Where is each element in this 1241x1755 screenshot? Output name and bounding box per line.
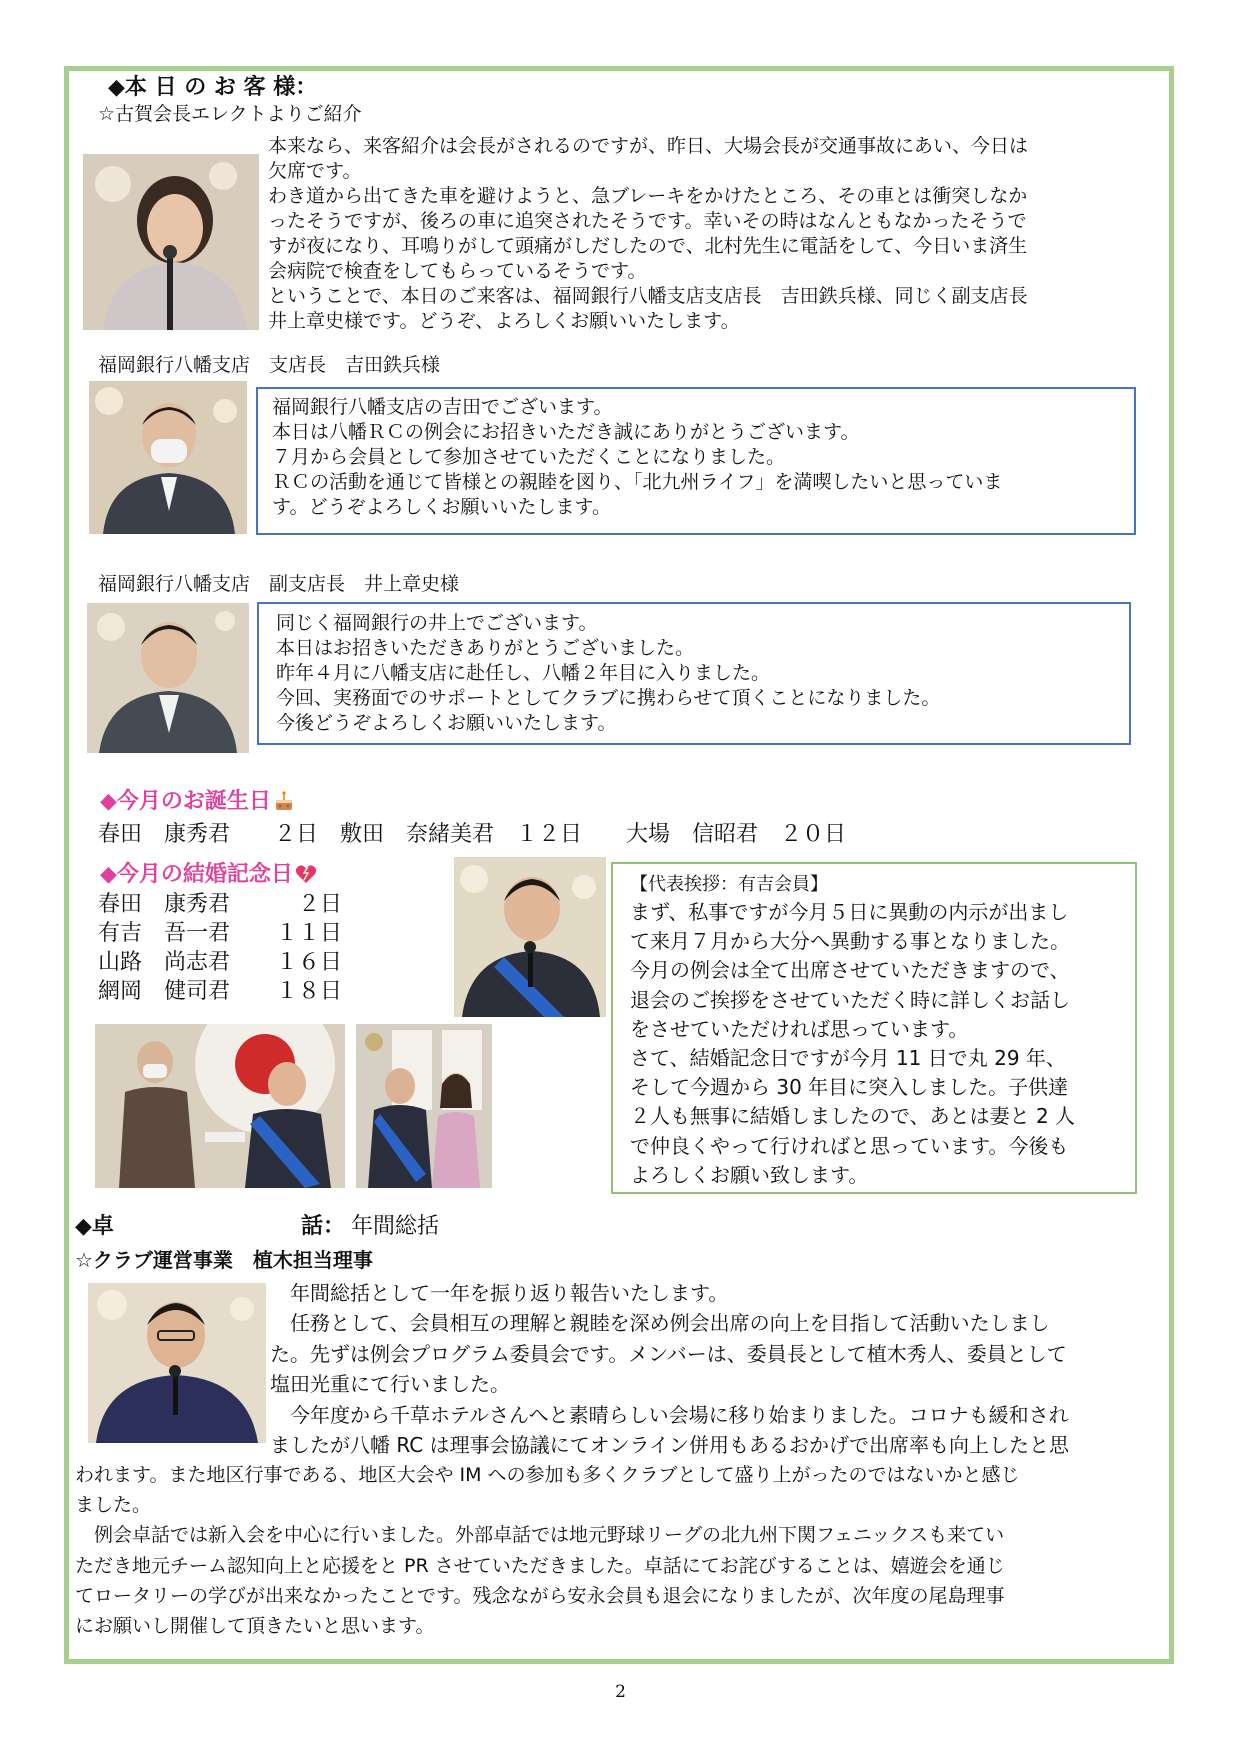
guest2-line: 今後どうぞよろしくお願いいたします。: [276, 712, 617, 734]
photo-ueki: [88, 1283, 266, 1443]
guest1-label: 福岡銀行八幡支店 支店長 吉田鉄兵様: [98, 354, 441, 376]
photo-presentation-2: [356, 1024, 492, 1188]
talk-line: 今年度から千草ホテルさんへと素晴らしい会場に移り始まりました。コロナも緩和され: [270, 1402, 1069, 1427]
talk-line: ましたが八幡 RC は理事会協議にてオンライン併用もあるおかげで出席率も向上したと思: [270, 1433, 1069, 1458]
talk-line: た。先ずは例会プログラム委員会です。メンバーは、委員長として植木秀人、委員として: [270, 1341, 1067, 1366]
talk-line: 任務として、会員相互の理解と親睦を深め例会出席の向上を目指して活動いたしまし: [270, 1311, 1050, 1336]
photo-ariyoshi: [454, 857, 606, 1017]
intro-line: 会病院で検査をしてもらっているそうです。: [268, 260, 647, 282]
intro-line: ということで、本日のご来客は、福岡銀行八幡支店支店長 吉田鉄兵様、同じく副支店長: [268, 285, 1028, 307]
talk-line: ました。: [75, 1494, 152, 1517]
intro-line: 井上章史様です。どうぞ、よろしくお願いいたします。: [268, 310, 740, 332]
intro-paragraph: [268, 134, 1028, 334]
photo-yoshida: [89, 381, 247, 534]
photo-inoue: [87, 603, 249, 753]
greeting-line: 退会のご挨拶をさせていただく時に詳しくお話し: [630, 987, 1070, 1012]
guest2-speech-box: [257, 602, 1131, 745]
guest1-line: ＲＣの活動を通じて皆様との親睦を図り、「北九州ライフ」を満喫したいと思っていま: [272, 471, 1003, 493]
guest1-line: 福岡銀行八幡支店の吉田でございます。: [272, 396, 613, 418]
talk-topic: 年間総括: [351, 1214, 440, 1239]
intro-label: ☆古賀会長エレクトよりご紹介: [98, 103, 362, 125]
birthday-list: 春田 康秀君 ２日 敷田 奈緒美君 １２日 大場 信昭君 ２０日: [98, 822, 847, 847]
talk-line: 塩田光重にて行いました。: [270, 1372, 510, 1397]
talk-line: にお願いし開催して頂きたいと思います。: [75, 1615, 435, 1638]
greeting-line: 今月の例会は全て出席させていただきますので、: [630, 958, 1070, 983]
guest1-line: ７月から会員として参加させていただくことになりました。: [272, 446, 786, 468]
anniversary-row: 網岡 健司君 １８日: [98, 979, 342, 1004]
greeting-line: をさせていただければ思っています。: [630, 1016, 969, 1041]
talk-paragraph-wrapped: [270, 1278, 1069, 1460]
greeting-line: よろしくお願い致します。: [630, 1162, 869, 1187]
greeting-line: そして今週から 30 年目に突入しました。子供達: [630, 1075, 1069, 1100]
anniversary-row: 春田 康秀君 ２日: [98, 892, 342, 917]
guest2-line: 昨年４月に八幡支店に赴任し、八幡２年目に入りました。: [276, 662, 771, 684]
talk-paragraph-full: [75, 1460, 1020, 1641]
greeting-line: まず、私事ですが今月５日に異動の内示が出まし: [630, 900, 1069, 924]
talk-line: ただき地元チーム認知向上と応援をと PR させていただきました。卓話にてお詫びすることは、嬉遊会を通じ: [75, 1554, 1005, 1577]
talk-topic-line: 話： 年間総括: [301, 1214, 440, 1239]
guest2-line: 本日はお招きいただきありがとうございました。: [276, 637, 695, 659]
intro-line: すが夜になり、耳鳴りがして頭痛がしだしたので、北村先生に電話をして、今日いま済生: [268, 235, 1028, 257]
guest2-line: 今回、実務面でのサポートとしてクラブに携わらせて頂くことになりました。: [276, 687, 941, 709]
anniversary-row: 山路 尚志君 １６日: [98, 950, 342, 975]
talk-title: ◆卓: [75, 1214, 114, 1239]
photo-koga: [83, 154, 259, 330]
birthday-title: ◆今月のお誕生日: [100, 787, 295, 821]
page-number: 2: [615, 1682, 626, 1702]
talk-line: 年間総括として一年を振り返り報告いたします。: [270, 1281, 729, 1305]
photo-presentation-1: [95, 1024, 345, 1188]
talk-line: 例会卓話では新入会を中心に行いました。外部卓話では地元野球リーグの北九州下関フェニックスも来てい: [75, 1524, 1005, 1547]
section-title-guests: ◆本 日 の お 客 様：: [108, 75, 318, 100]
anniversary-row: 有吉 吾一君 １１日: [98, 921, 342, 946]
cake-icon: [273, 790, 295, 821]
intro-line: ったそうですが、後ろの車に追突されたそうです。幸いその時はなんともなかったそうで: [268, 210, 1027, 232]
guest1-speech-box: [256, 387, 1136, 535]
talk-speaker: ☆クラブ運営事業 植木担当理事: [75, 1248, 373, 1272]
talk-line: われます。また地区行事である、地区大会や IM への参加も多くクラブとして盛り上がったのではないかと感じ: [75, 1464, 1020, 1486]
intro-line: 本来なら、来客紹介は会長がされるのですが、昨日、大場会長が交通事故にあい、今日は: [268, 135, 1029, 157]
anniversary-list: [98, 890, 342, 1006]
guest1-line: す。どうぞよろしくお願いいたします。: [272, 496, 611, 518]
intro-line: わき道から出てきた車を避けようと、急ブレーキをかけたところ、その車とは衝突しなか: [268, 185, 1028, 207]
greeting-line: て来月７月から大分へ異動する事となりました。: [630, 929, 1070, 954]
guest1-line: 本日は八幡ＲＣの例会にお招きいただき誠にありがとうございます。: [272, 421, 860, 443]
anniversary-title: ◆今月の結婚記念日: [100, 860, 317, 894]
talk-line: てロータリーの学びが出来なかったことです。残念ながら安永会員も退会になりましたが、次年度の尾島理事: [75, 1584, 1005, 1607]
greeting-line: で仲良くやって行ければと思っています。今後も: [630, 1133, 1069, 1158]
guest2-label: 福岡銀行八幡支店 副支店長 井上章史様: [98, 573, 460, 595]
intro-line: 欠席です。: [268, 160, 362, 182]
greeting-line: さて、結婚記念日ですが今月 11 日で丸 29 年、: [630, 1046, 1066, 1071]
greeting-line: ２人も無事に結婚しましたので、あとは妻と 2 人: [630, 1104, 1076, 1129]
greeting-box: [611, 862, 1137, 1194]
greeting-title: 【代表挨拶：有吉会員】: [630, 874, 828, 895]
guest2-line: 同じく福岡銀行の井上でございます。: [276, 612, 598, 634]
